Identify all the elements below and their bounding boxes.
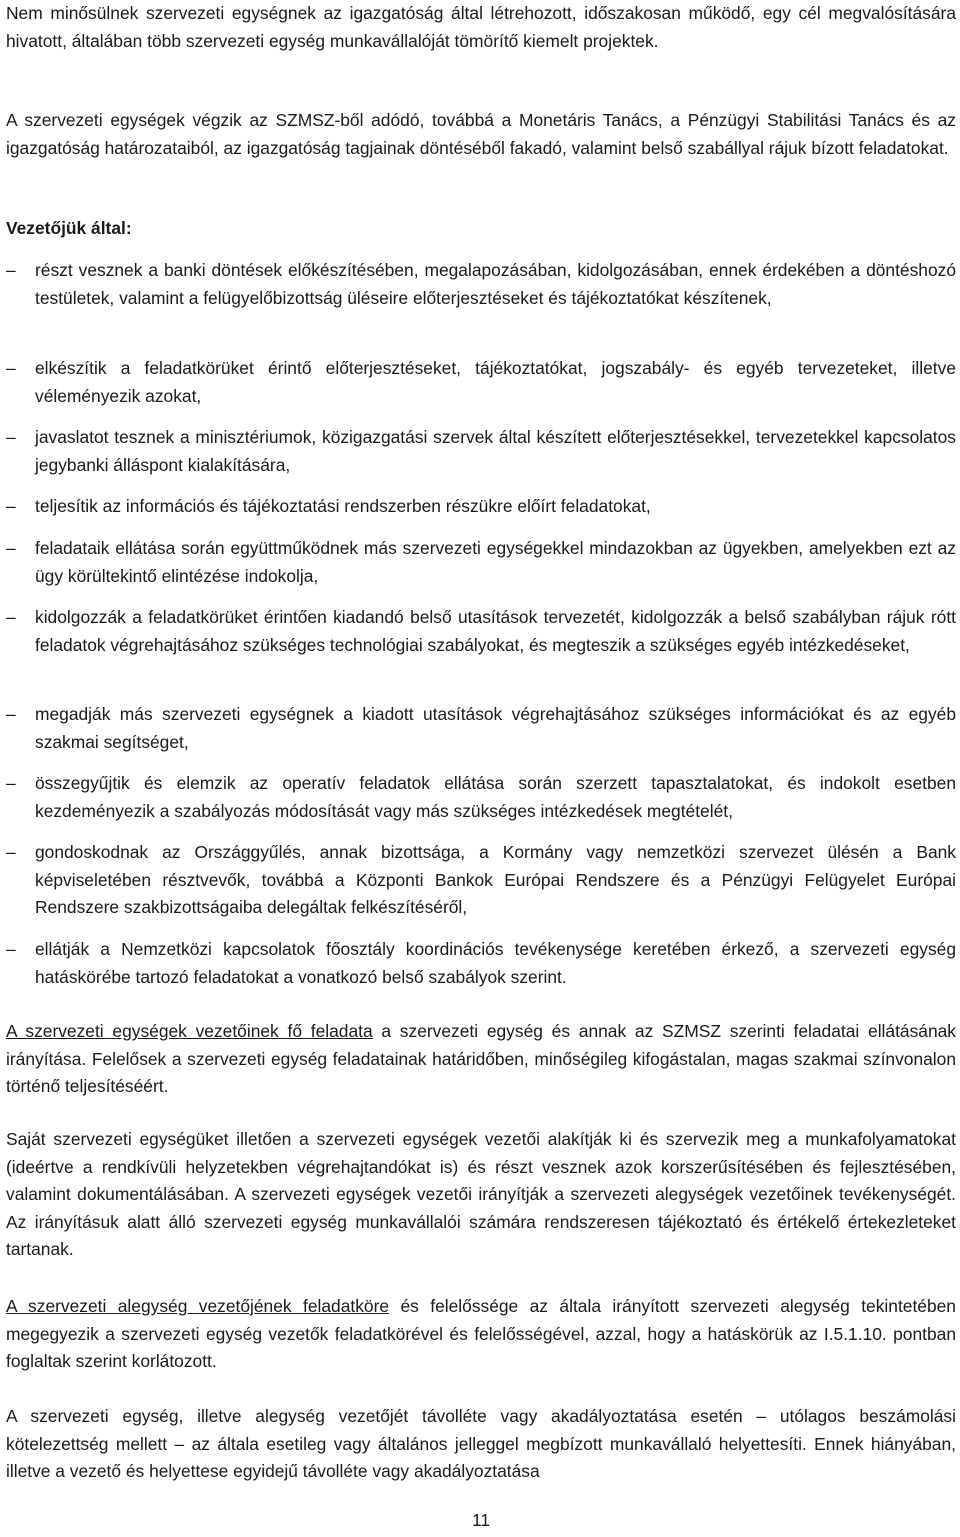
list-item-text: gondoskodnak az Országgyűlés, annak bizottsága, a Kormány vagy nemzetközi szervezet ülésén a Bank képviseletében résztvevők, továbbá a Központi Bankok Európai Rendszere és a Pénzügyi Felügyelet Európai Rendszere szakbizottságaiba delegáltak felkészítéséről, [35,842,956,917]
bullet-dash: – [6,773,16,793]
section-heading: Vezetőjük által: [6,218,132,238]
list-item-text: elkészítik a feladatkörüket érintő előterjesztéseket, tájékoztatókat, jogszabály- és egyéb tervezeteket, illetve véleményezik azokat, [35,358,956,406]
list-item-text: megadják más szervezeti egységnek a kiadott utasítások végrehajtásához szükséges információkat és az egyéb szakmai segítséget, [35,704,956,752]
paragraph-text: és felelőssége az általa irányított szervezeti alegység tekintetében megegyezik a szervezeti egység vezetők feladatkörével és felelősségével, azzal, hogy a hatáskörük az I.5.1.10. pontban foglaltak szerint korlátozott. [6,1296,956,1371]
bullet-dash: – [6,260,16,280]
paragraph-substitution: A szervezeti egység, illetve alegység vezetőjét távolléte vagy akadályoztatása esetén – utólagos beszámolási kötelezettség mellett – az általa esetileg vagy általános jelleggel megbízott munkavállaló helyettesíti. Ennek hiányában, illetve a vezető és helyettese egyidejű távolléte vagy akadályoztatása [6,1406,956,1481]
paragraph-text: a szervezeti egység és annak az SZMSZ szerinti feladatai ellátásának irányítása. Felelősek a szervezeti egység feladatainak határidőben, minőségileg kifogástalan, magas szakmai színvonalon történő teljesítéséért. [6,1021,956,1096]
list-item-text: feladataik ellátása során együttműködnek más szervezeti egységekkel mindazokban az ügyekben, amelyekben ezt az ügy körültekintő elintézése indokolja, [35,538,956,586]
document-page [6,0,956,1537]
list-item-text: kidolgozzák a feladatkörüket érintően kiadandó belső utasítások tervezetét, kidolgozzák a belső szabályban rájuk rótt feladatok végrehajtásához szükséges technológiai szabályokat, és megteszik a szükséges egyéb intézkedéseket, [35,607,956,655]
page-number: 11 [471,1510,491,1530]
bullet-dash: – [6,427,16,447]
paragraph-unit-leaders [6,1018,956,1101]
paragraph-projects: Nem minősülnek szervezeti egységnek az igazgatóság által létrehozott, időszakosan működő, egy cél megvalósítására hivatott, általában több szervezeti egység munkavállalóját tömörítő kiemelt projektek. [6,3,956,51]
list-item-text: javaslatot tesznek a minisztériumok, közigazgatási szervek által készített előterjesztésekkel, tervezetekkel kapcsolatos jegybanki álláspont kialakítására, [35,427,956,475]
list-item-text: összegyűjtik és elemzik az operatív feladatok ellátása során szerzett tapasztalatokat, és indokolt esetben kezdeményezik a szabályozás módosítását vagy más szükséges intézkedések megtételét, [35,773,956,821]
bullet-dash: – [6,538,16,558]
paragraph-subunit-leader [6,1293,956,1376]
list-item-text: ellátják a Nemzetközi kapcsolatok főosztály koordinációs tevékenysége keretében érkező, a szervezeti egység hatáskörébe tartozó feladatokat a vonatkozó belső szabályok szerint. [35,939,956,987]
underlined-term: A szervezeti egységek vezetőinek fő feladata [6,1021,373,1041]
list-item-text: részt vesznek a banki döntések előkészítésében, megalapozásában, kidolgozásában, ennek érdekében a döntéshozó testületek, valamint a felügyelőbizottság üléseire előterjesztéseket és tájékoztatókat készítenek, [35,260,956,308]
list-item-text: teljesítik az információs és tájékoztatási rendszerben részükre előírt feladatokat, [35,496,651,516]
bullet-dash: – [6,607,16,627]
paragraph-own-unit: Saját szervezeti egységüket illetően a szervezeti egységek vezetői alakítják ki és szervezik meg a munkafolyamatokat (ideértve a rendkívüli helyzetekben végrehajtandókat is) és részt vesznek azok korszerűsítésében és fejlesztésében, valamint dokumentálásában. A szervezeti egységek vezetői irányítják a szervezeti alegységek vezetőinek tevékenységét. Az irányításuk alatt álló szervezeti egység munkavállalói számára rendszeresen tájékoztató és értékelő értekezleteket tartanak. [6,1129,956,1259]
bullet-dash: – [6,704,16,724]
bullet-dash: – [6,496,16,516]
bullet-dash: – [6,939,16,959]
underlined-term: A szervezeti alegység vezetőjének feladatköre [6,1296,390,1316]
bullet-dash: – [6,842,16,862]
paragraph-units-tasks: A szervezeti egységek végzik az SZMSZ-ből adódó, továbbá a Monetáris Tanács, a Pénzügyi Stabilitási Tanács és az igazgatóság határozataiból, az igazgatóság tagjainak döntéséből fakadó, valamint belső szabállyal rájuk bízott feladatokat. [6,110,956,158]
bullet-dash: – [6,358,16,378]
